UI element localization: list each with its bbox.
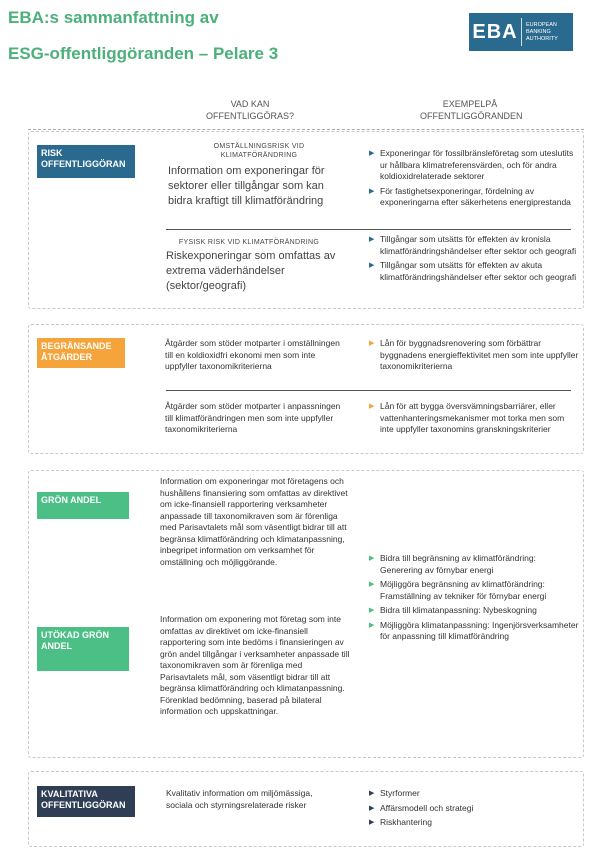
physical-examples (368, 234, 580, 286)
transition-examples (368, 148, 580, 212)
mitigating-row1-text: Åtgärder som stöder motparter i omställningen till en koldioxidfri ekonomi men som inte uppfyller taxonomikriterierna (165, 338, 340, 371)
triangle-right-icon: ▶ (369, 621, 375, 629)
column-header-what: VAD KAN OFFENTLIGGÖRAS? (205, 99, 294, 121)
triangle-right-icon: ▶ (369, 150, 375, 157)
mitigating-row2-text: Åtgärder som stöder motparter i anpassningen till klimatförändringen men som inte uppfyller taxonomikriterierna (165, 401, 341, 434)
example-text: Lån för att bygga översvämningsbarriärer, eller vattenhanteringsmekanismer mot torka men som inte uppfyller taxonomins granskningskriterier (380, 401, 565, 434)
list-item (368, 620, 580, 643)
example-text: Styrformer (380, 788, 420, 798)
triangle-right-icon: ▶ (369, 340, 375, 347)
qualitative-panel (28, 771, 584, 847)
example-text: Tillgångar som utsätts för effekten av akuta klimatförändringshändelser efter sektor och geografi (380, 260, 577, 282)
mitigating-tag: BEGRÄNSANDE ÅTGÄRDER (37, 338, 125, 368)
triangle-right-icon: ▶ (369, 236, 375, 243)
triangle-right-icon: ▶ (369, 403, 375, 410)
physical-risk-text: Riskexponeringar som omfattas av extrema väderhändelser (sektor/geografi) (166, 250, 336, 292)
logo-line3: AUTHORITY (526, 35, 558, 42)
extended-green-ratio-text: Information om exponering mot företag som inte omfattas av direktivet om icke-finansiell rapportering som inte bedöms i finansieringen av grön andel tillgångar i verksamheter anpassade till taxonomikraven som är förenliga med Parisavtalets mål, som väsentligt bidrar till att begränsa klimatförändring och klimatanpassning. Förenklad bedömning, baserad på bilateral information och uppskattningar. (160, 614, 350, 716)
risk-panel (28, 131, 584, 309)
list-item (368, 148, 580, 183)
mitigating-divider (166, 390, 571, 391)
extended-green-ratio-tag: UTÖKAD GRÖN ANDEL (37, 627, 129, 671)
green-ratio-text: Information om exponeringar mot företagens och hushållens finansiering som omfattas av direktivet om icke-finansiell rapportering verksamheter anpassade till taxonomikraven som är förenliga med Parisavtalets mål som väsentligt bidrar till att begränsa klimatförändring och klimatanpassning, inbegripet information om verksamhet för omställning och möjliggörande. (160, 476, 348, 567)
logo-abbr: EBA (472, 20, 518, 43)
list-item (368, 260, 580, 283)
mitigating-row1-examples (368, 338, 580, 376)
column-header-examples: EXEMPELPÅ OFFENTLIGGÖRANDEN (420, 99, 523, 121)
example-text: Affärsmodell och strategi (380, 802, 474, 813)
triangle-right-icon: ▶ (369, 607, 375, 614)
list-item (368, 817, 580, 829)
list-item (368, 788, 580, 800)
page-title-line1: EBA:s sammanfattning av (8, 8, 219, 27)
list-item (368, 234, 580, 257)
example-text: Lån för byggnadsrenovering som förbättrar byggnadens energieffektivitet men som inte uppfyller taxonomikriterierna (380, 338, 579, 371)
example-text: Riskhantering (380, 817, 432, 827)
transition-risk-text: Information om exponeringar för sektorer eller tillgångar som kan bidra kraftigt till klimatförändring (168, 165, 325, 207)
example-text: Tillgångar som utsätts för effekten av kronisla klimatförändringshändelser efter sektor och geografi (380, 234, 577, 256)
green-examples (368, 553, 580, 646)
triangle-right-icon: ▶ (369, 819, 375, 826)
example-text: För fastighetsexponeringar, fördelning av exponeringarna efter säkerhetens energiprestanda (380, 185, 571, 207)
example-text: Möjliggöra begränsning av klimatförändring: Framställning av tekniker för förnybar energi (380, 579, 547, 601)
header-divider (28, 129, 584, 130)
physical-risk-heading: FYSISK RISK VID KLIMATFÖRÄNDRING (178, 239, 320, 246)
logo-line1: EUROPEAN (526, 21, 557, 28)
list-item (368, 803, 580, 815)
qualitative-text: Kvalitativ information om miljömässiga, sociala och styrningsrelaterade risker (166, 788, 313, 810)
example-text: Exponeringar för fossilbränsleföretag som uteslutits ur hållbara klimatreferensvärden, och för andra koldioxidrelaterade sektorer (380, 148, 574, 181)
page-title-line2: ESG-offentliggöranden – Pelare 3 (8, 44, 279, 63)
mitigating-panel (28, 324, 584, 454)
list-item (368, 338, 580, 373)
example-text: Möjliggöra klimatanpassning: Ingenjörsverksamheter för anpassning till klimatförändring (380, 619, 579, 641)
risk-tag: RISK OFFENTLIGGÖRAN (37, 145, 135, 178)
logo-line2: BANKING (526, 28, 551, 35)
triangle-right-icon: ▶ (369, 804, 375, 812)
qualitative-examples (368, 788, 580, 832)
green-panel (28, 470, 584, 758)
green-ratio-tag: GRÖN ANDEL (37, 492, 129, 519)
example-text: Bidra till klimatanpassning: Nybeskogning (380, 605, 537, 615)
eba-logo (469, 13, 573, 51)
risk-divider (166, 229, 571, 230)
triangle-right-icon: ▶ (369, 581, 375, 588)
example-text: Bidra till begränsning av klimatförändring: Generering av förnybar energi (380, 553, 536, 575)
list-item (368, 186, 580, 209)
list-item (368, 401, 580, 436)
triangle-right-icon: ▶ (369, 262, 375, 269)
logo-name (522, 22, 558, 43)
transition-risk-heading: OMSTÄLLNINGSRISK VID KLIMATFÖRÄNDRING (213, 143, 305, 159)
list-item (368, 579, 580, 602)
mitigating-row2-examples (368, 401, 580, 439)
qualitative-tag: KVALITATIVA OFFENTLIGGÖRAN (37, 786, 135, 817)
triangle-right-icon: ▶ (369, 187, 375, 195)
list-item (368, 553, 580, 576)
triangle-right-icon: ▶ (369, 555, 375, 562)
list-item (368, 605, 580, 617)
triangle-right-icon: ▶ (369, 790, 375, 797)
